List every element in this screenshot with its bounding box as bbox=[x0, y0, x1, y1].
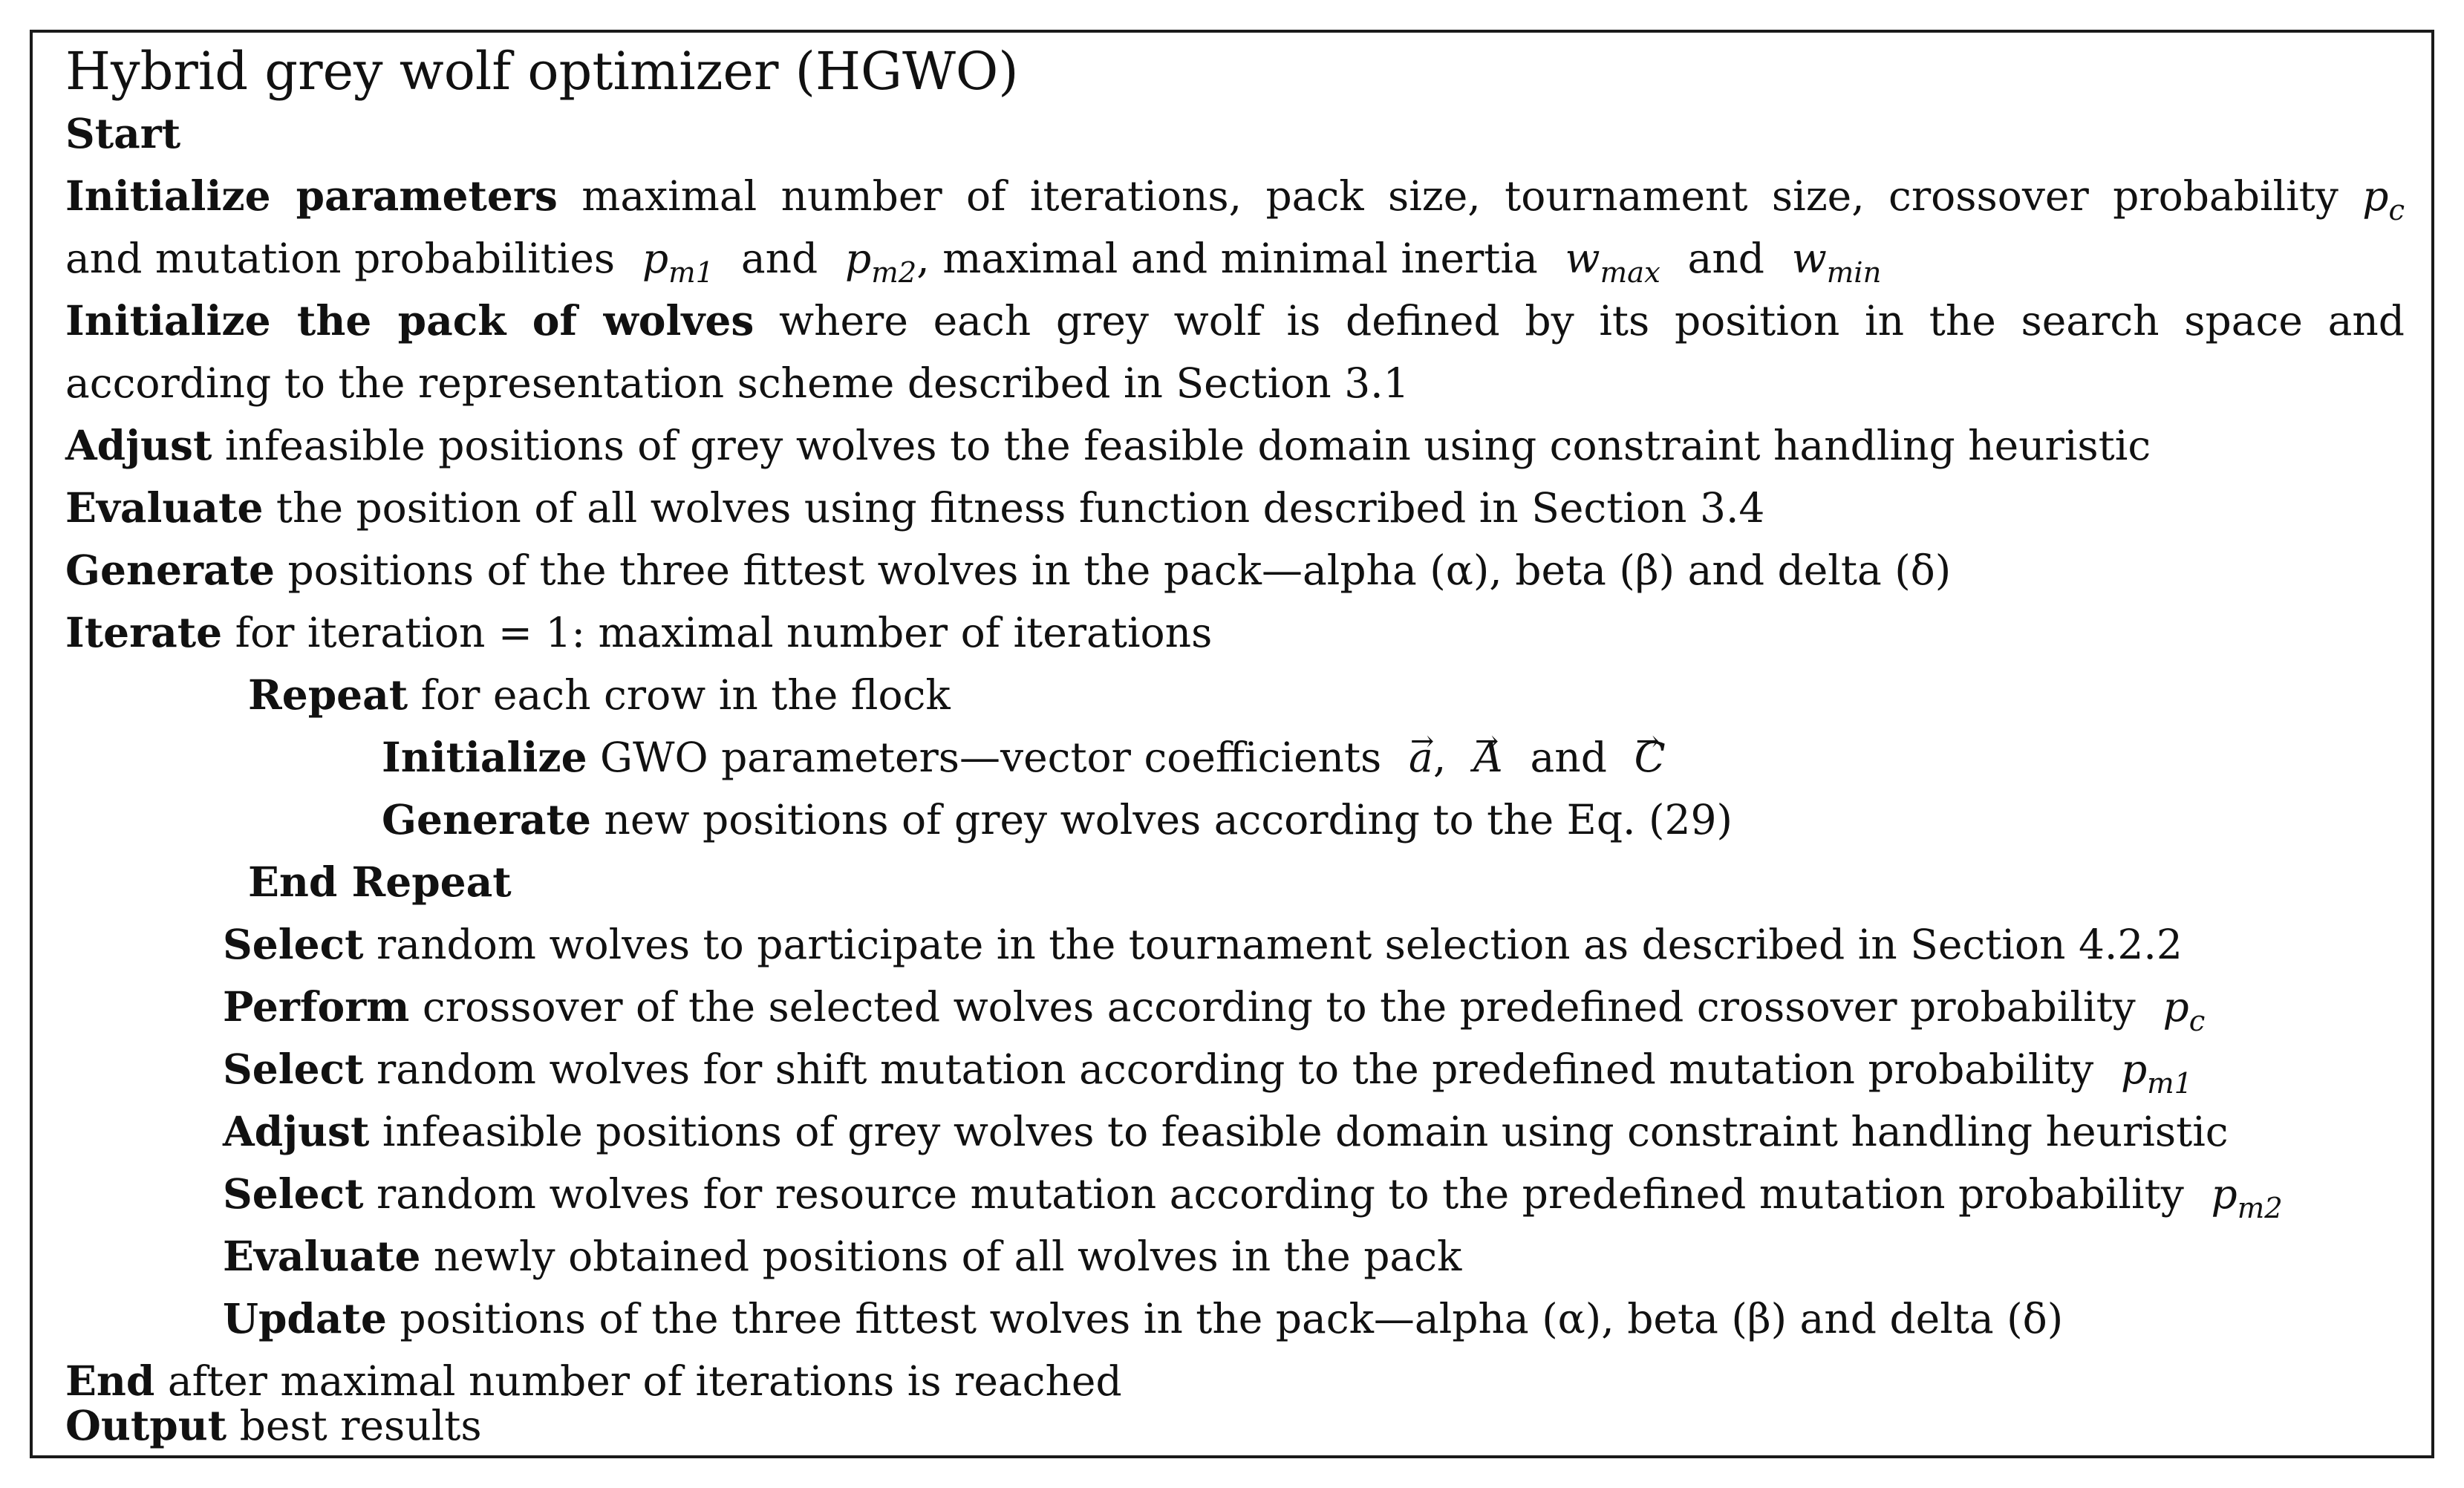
update-text: positions of the three fittest wolves in the pack—alpha (α), beta (β) and delta (δ) bbox=[400, 1295, 2064, 1342]
init-pack-line-1 bbox=[65, 290, 2405, 352]
pm1-symbol: $p_{m1}$ bbox=[642, 235, 714, 290]
adjust-keyword: Adjust bbox=[65, 421, 212, 469]
generate-keyword-2: Generate bbox=[382, 795, 591, 843]
select-line-2 bbox=[223, 1038, 2192, 1100]
select-text-1: random wolves to participate in the tournament selection as described in Section 4.2.2 bbox=[376, 921, 2183, 968]
pm2-symbol-2: $p_{m2}$ bbox=[2211, 1170, 2283, 1226]
select-line-3 bbox=[223, 1163, 2283, 1225]
vector-a: → a bbox=[1409, 726, 1433, 789]
init-params-text-c: , maximal and minimal inertia bbox=[916, 235, 1538, 282]
algorithm-title: Hybrid grey wolf optimizer (HGWO) bbox=[65, 41, 1019, 102]
init-pack-line-2 bbox=[65, 352, 1409, 414]
and-3: and bbox=[1530, 734, 1607, 781]
adjust-line-2 bbox=[223, 1100, 2229, 1163]
and-1: and bbox=[740, 235, 818, 282]
evaluate-text-2: newly obtained positions of all wolves in the pack bbox=[433, 1233, 1462, 1280]
vector-C: → C bbox=[1634, 726, 1666, 789]
pm1-symbol-2: $p_{m1}$ bbox=[2120, 1045, 2193, 1101]
select-text-2: random wolves for shift mutation according to the predefined mutation probability bbox=[376, 1045, 2094, 1093]
init-params-line-1 bbox=[65, 165, 2405, 227]
iterate-text: for iteration = 1: maximal number of iterations bbox=[235, 609, 1213, 656]
evaluate-text: the position of all wolves using fitness function described in Section 3.4 bbox=[276, 484, 1765, 532]
select-keyword-2: Select bbox=[223, 1045, 364, 1093]
wmax-symbol: $w_{max}$ bbox=[1565, 235, 1660, 290]
repeat-text: for each crow in the flock bbox=[420, 671, 951, 719]
iterate-line bbox=[65, 601, 1212, 664]
generate-text: positions of the three fittest wolves in the pack—alpha (α), beta (β) and delta (δ) bbox=[287, 546, 1952, 594]
init-pack-keyword: Initialize the pack of wolves bbox=[65, 296, 754, 345]
evaluate-keyword: Evaluate bbox=[65, 483, 264, 532]
output-keyword: Output bbox=[65, 1401, 227, 1449]
output-text: best results bbox=[239, 1402, 482, 1449]
and-2: and bbox=[1687, 235, 1764, 282]
init-params-keyword: Initialize parameters bbox=[65, 172, 558, 220]
evaluate-line-1 bbox=[65, 477, 1764, 539]
evaluate-keyword-2: Evaluate bbox=[223, 1232, 421, 1280]
end-text: after maximal number of iterations is reached bbox=[167, 1357, 1122, 1405]
end-repeat-keyword: End Repeat bbox=[248, 858, 512, 906]
evaluate-line-2 bbox=[223, 1225, 1461, 1288]
perform-line bbox=[223, 976, 2205, 1038]
generate-line-1 bbox=[65, 539, 1951, 601]
select-keyword-1: Select bbox=[223, 920, 364, 968]
adjust-keyword-2: Adjust bbox=[223, 1107, 370, 1155]
init-pack-text-b: according to the representation scheme described in Section 3.1 bbox=[65, 359, 1409, 407]
adjust-text: infeasible positions of grey wolves to the feasible domain using constraint handling heuristic bbox=[224, 422, 2151, 469]
start-keyword: Start bbox=[65, 109, 181, 157]
pc-symbol: $p_c$ bbox=[2362, 172, 2405, 228]
comma: , bbox=[1433, 734, 1447, 781]
select-keyword-3: Select bbox=[223, 1169, 364, 1218]
adjust-text-2: infeasible positions of grey wolves to feasible domain using constraint handling heuristic bbox=[382, 1108, 2229, 1155]
generate-text-2: new positions of grey wolves according to the Eq. (29) bbox=[604, 796, 1733, 843]
pm2-symbol: $p_{m2}$ bbox=[845, 235, 917, 290]
adjust-line-1 bbox=[65, 414, 2151, 477]
init-params-text-b: and mutation probabilities bbox=[65, 235, 616, 282]
select-line-1 bbox=[223, 913, 2183, 976]
init-gwo-text: GWO parameters—vector coefficients bbox=[600, 734, 1382, 781]
repeat-line bbox=[248, 664, 951, 726]
end-keyword: End bbox=[65, 1357, 155, 1405]
generate-keyword: Generate bbox=[65, 546, 275, 594]
init-pack-text-a: where each grey wolf is defined by its position in the search space and bbox=[779, 297, 2405, 345]
vector-A: → A bbox=[1473, 726, 1503, 789]
iterate-keyword: Iterate bbox=[65, 608, 223, 656]
init-gwo-line bbox=[382, 726, 1666, 789]
pc-symbol-2: $p_c$ bbox=[2162, 983, 2206, 1039]
update-line bbox=[223, 1288, 2063, 1350]
generate-line-2 bbox=[382, 789, 1733, 851]
init-params-text-a: maximal number of iterations, pack size, tournament size, crossover probability bbox=[581, 172, 2338, 220]
output-line bbox=[65, 1394, 482, 1457]
end-repeat-line bbox=[248, 851, 512, 913]
perform-text: crossover of the selected wolves according to the predefined crossover probability bbox=[422, 983, 2136, 1031]
init-gwo-keyword: Initialize bbox=[382, 733, 587, 781]
perform-keyword: Perform bbox=[223, 982, 410, 1031]
start-line bbox=[65, 102, 180, 165]
select-text-3: random wolves for resource mutation according to the predefined mutation probability bbox=[376, 1170, 2184, 1218]
repeat-keyword: Repeat bbox=[248, 670, 408, 719]
wmin-symbol: $w_{min}$ bbox=[1791, 235, 1882, 290]
init-params-line-2 bbox=[65, 227, 1881, 290]
algorithm-box bbox=[30, 30, 2434, 1458]
update-keyword: Update bbox=[223, 1294, 387, 1342]
